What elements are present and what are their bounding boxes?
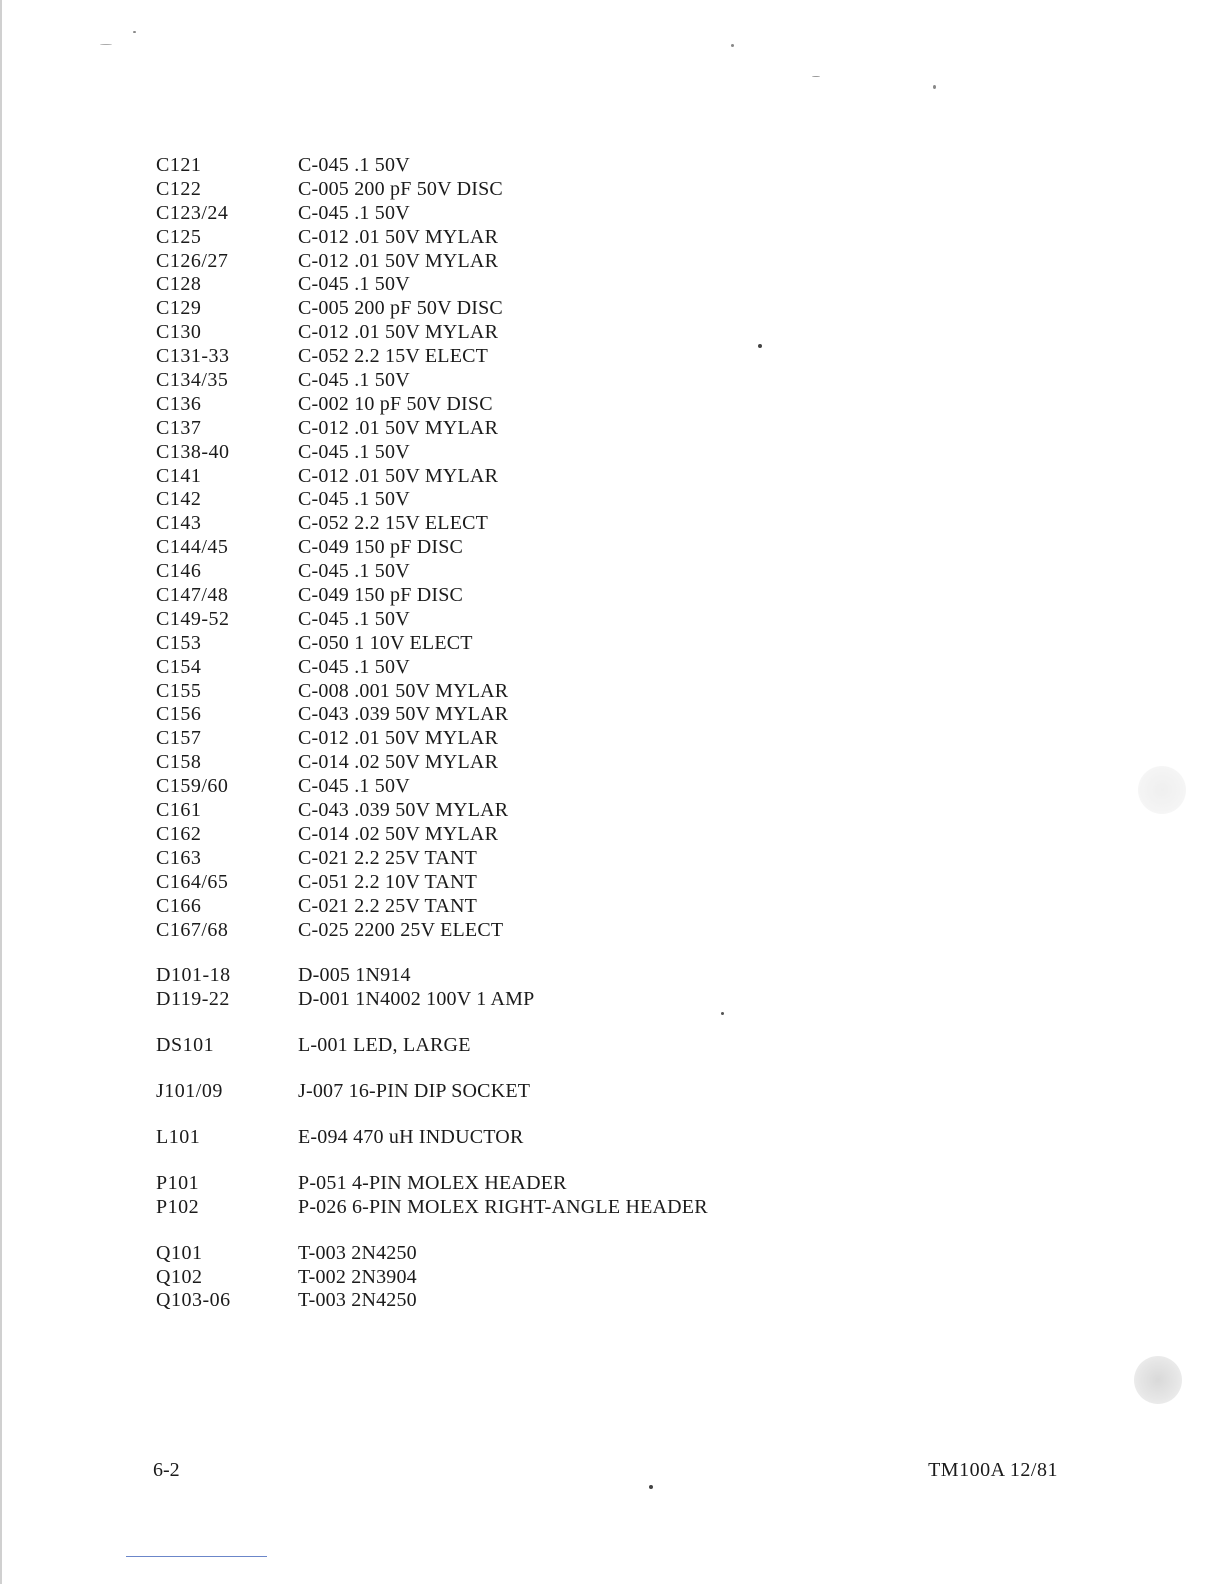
part-description: P-026 6-PIN MOLEX RIGHT-ANGLE HEADER xyxy=(298,1195,708,1218)
part-reference: DS101 xyxy=(156,1034,215,1057)
part-reference: J101/09 xyxy=(156,1080,223,1103)
part-group xyxy=(156,1080,856,1104)
part-description: C-014 .02 50V MYLAR xyxy=(298,751,499,774)
scan-speck xyxy=(100,44,112,45)
part-row xyxy=(156,1034,856,1058)
part-description: T-003 2N4250 xyxy=(298,1241,417,1264)
part-row xyxy=(156,417,856,441)
part-row xyxy=(156,1242,856,1266)
part-description: C-052 2.2 15V ELECT xyxy=(298,512,489,535)
part-row xyxy=(156,988,856,1012)
part-reference: C166 xyxy=(156,894,202,917)
part-reference: Q103-06 xyxy=(156,1289,231,1312)
part-row xyxy=(156,895,856,919)
part-reference: C131-33 xyxy=(156,345,230,368)
part-group xyxy=(156,964,856,1012)
part-row xyxy=(156,1266,856,1290)
part-reference: C144/45 xyxy=(156,536,229,559)
part-row xyxy=(156,799,856,823)
part-reference: C121 xyxy=(156,154,202,176)
part-reference: C167/68 xyxy=(156,918,229,941)
part-row xyxy=(156,871,856,895)
part-reference: C157 xyxy=(156,727,202,750)
part-description: C-008 .001 50V MYLAR xyxy=(298,679,509,702)
part-reference: C141 xyxy=(156,464,202,487)
part-row xyxy=(156,321,856,345)
part-row xyxy=(156,847,856,871)
part-description: C-052 2.2 15V ELECT xyxy=(298,345,489,368)
part-row xyxy=(156,632,856,656)
part-description: C-012 .01 50V MYLAR xyxy=(298,249,499,272)
part-reference: C164/65 xyxy=(156,870,229,893)
part-description: C-045 .1 50V xyxy=(298,655,410,678)
part-reference: D119-22 xyxy=(156,988,230,1011)
scan-speck xyxy=(731,44,734,47)
part-description: C-049 150 pF DISC xyxy=(298,584,464,607)
part-row xyxy=(156,1289,856,1313)
part-row xyxy=(156,512,856,536)
part-reference: C158 xyxy=(156,751,202,774)
part-description: C-045 .1 50V xyxy=(298,607,410,630)
part-row xyxy=(156,680,856,704)
part-reference: L101 xyxy=(156,1125,201,1148)
part-reference: C138-40 xyxy=(156,440,230,463)
part-description: C-045 .1 50V xyxy=(298,775,410,798)
part-reference: C156 xyxy=(156,703,202,726)
part-description: T-002 2N3904 xyxy=(298,1265,417,1288)
part-reference: C137 xyxy=(156,416,202,439)
part-reference: C134/35 xyxy=(156,369,229,392)
part-group xyxy=(156,1242,856,1314)
part-reference: C159/60 xyxy=(156,775,229,798)
part-row xyxy=(156,775,856,799)
part-row xyxy=(156,297,856,321)
punch-hole xyxy=(1134,1356,1182,1404)
part-row xyxy=(156,919,856,943)
part-row xyxy=(156,608,856,632)
part-reference: D101-18 xyxy=(156,964,231,987)
part-reference: C129 xyxy=(156,297,202,320)
part-row xyxy=(156,536,856,560)
part-description: C-021 2.2 25V TANT xyxy=(298,846,478,869)
scan-speck xyxy=(649,1485,653,1489)
part-reference: C153 xyxy=(156,631,202,654)
parts-list xyxy=(156,154,856,1335)
part-reference: C130 xyxy=(156,321,202,344)
part-description: C-043 .039 50V MYLAR xyxy=(298,703,509,726)
part-description: C-002 10 pF 50V DISC xyxy=(298,392,493,415)
part-description: C-005 200 pF 50V DISC xyxy=(298,177,503,200)
part-description: D-001 1N4002 100V 1 AMP xyxy=(298,988,535,1011)
part-row xyxy=(156,226,856,250)
part-row xyxy=(156,345,856,369)
document-id: TM100A 12/81 xyxy=(928,1459,1058,1481)
scan-speck xyxy=(812,76,820,77)
part-row xyxy=(156,250,856,274)
scan-edge xyxy=(0,0,2,1584)
part-description: T-003 2N4250 xyxy=(298,1289,417,1312)
part-reference: C149-52 xyxy=(156,607,230,630)
part-reference: P101 xyxy=(156,1171,200,1194)
part-reference: Q101 xyxy=(156,1241,203,1264)
part-row xyxy=(156,751,856,775)
part-reference: C122 xyxy=(156,177,202,200)
part-reference: C143 xyxy=(156,512,202,535)
part-group xyxy=(156,1034,856,1058)
part-reference: C154 xyxy=(156,655,202,678)
part-description: L-001 LED, LARGE xyxy=(298,1034,471,1057)
part-description: C-045 .1 50V xyxy=(298,369,410,392)
part-description: C-005 200 pF 50V DISC xyxy=(298,297,503,320)
part-row xyxy=(156,823,856,847)
part-row xyxy=(156,441,856,465)
part-description: C-049 150 pF DISC xyxy=(298,536,464,559)
part-reference: C142 xyxy=(156,488,202,511)
part-row xyxy=(156,154,856,178)
part-reference: C126/27 xyxy=(156,249,229,272)
part-group xyxy=(156,1126,856,1150)
scan-speck xyxy=(133,31,136,33)
part-description: C-012 .01 50V MYLAR xyxy=(298,727,499,750)
part-row xyxy=(156,584,856,608)
part-description: C-045 .1 50V xyxy=(298,560,410,583)
part-description: P-051 4-PIN MOLEX HEADER xyxy=(298,1171,567,1194)
scan-speck xyxy=(933,85,936,89)
part-reference: C123/24 xyxy=(156,201,229,224)
part-group xyxy=(156,154,856,942)
part-reference: C163 xyxy=(156,846,202,869)
part-description: C-012 .01 50V MYLAR xyxy=(298,225,499,248)
part-reference: C155 xyxy=(156,679,202,702)
part-description: D-005 1N914 xyxy=(298,964,411,987)
part-row xyxy=(156,1196,856,1220)
part-description: C-051 2.2 10V TANT xyxy=(298,870,478,893)
part-row xyxy=(156,1126,856,1150)
part-row xyxy=(156,369,856,393)
part-description: C-014 .02 50V MYLAR xyxy=(298,822,499,845)
part-reference: Q102 xyxy=(156,1265,203,1288)
part-row xyxy=(156,178,856,202)
part-reference: C161 xyxy=(156,799,202,822)
part-row xyxy=(156,465,856,489)
part-description: J-007 16-PIN DIP SOCKET xyxy=(298,1080,531,1103)
part-description: C-045 .1 50V xyxy=(298,440,410,463)
part-reference: C162 xyxy=(156,822,202,845)
part-row xyxy=(156,273,856,297)
part-row xyxy=(156,1172,856,1196)
part-row xyxy=(156,964,856,988)
part-description: E-094 470 uH INDUCTOR xyxy=(298,1125,524,1148)
part-row xyxy=(156,727,856,751)
part-description: C-045 .1 50V xyxy=(298,154,410,176)
part-row xyxy=(156,1080,856,1104)
part-row xyxy=(156,202,856,226)
part-row xyxy=(156,656,856,680)
scan-artifact-line xyxy=(126,1556,267,1557)
part-row xyxy=(156,560,856,584)
part-description: C-045 .1 50V xyxy=(298,488,410,511)
part-reference: C128 xyxy=(156,273,202,296)
part-description: C-025 2200 25V ELECT xyxy=(298,918,504,941)
part-description: C-012 .01 50V MYLAR xyxy=(298,464,499,487)
part-description: C-012 .01 50V MYLAR xyxy=(298,416,499,439)
part-row xyxy=(156,488,856,512)
part-reference: C136 xyxy=(156,392,202,415)
part-description: C-045 .1 50V xyxy=(298,201,410,224)
part-group xyxy=(156,1172,856,1220)
part-description: C-012 .01 50V MYLAR xyxy=(298,321,499,344)
part-reference: C147/48 xyxy=(156,584,229,607)
part-description: C-045 .1 50V xyxy=(298,273,410,296)
page-number: 6-2 xyxy=(153,1459,180,1481)
punch-hole xyxy=(1138,766,1186,814)
part-reference: C146 xyxy=(156,560,202,583)
part-reference: C125 xyxy=(156,225,202,248)
part-description: C-021 2.2 25V TANT xyxy=(298,894,478,917)
part-description: C-043 .039 50V MYLAR xyxy=(298,799,509,822)
part-row xyxy=(156,703,856,727)
part-row xyxy=(156,393,856,417)
part-description: C-050 1 10V ELECT xyxy=(298,631,473,654)
part-reference: P102 xyxy=(156,1195,200,1218)
